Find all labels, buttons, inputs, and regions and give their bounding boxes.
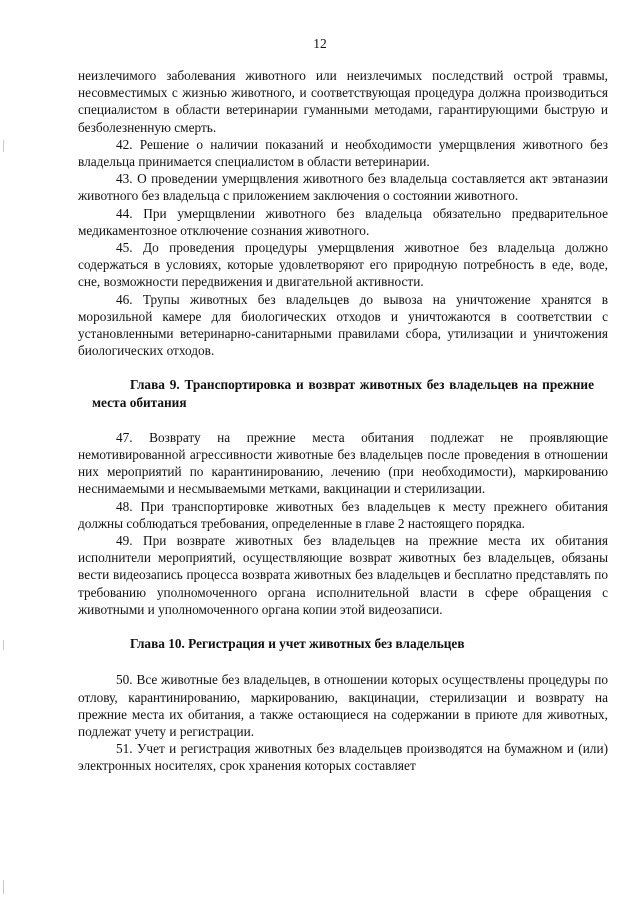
- paragraph-46: 46. Трупы животных без владельцев до вывоза на уничтожение хранятся в морозильной камере для биологических отходов и уничтожаются в соответствии с установленными ветеринарно-санитарными правилами сбора, утилизации и уничтожения биологических отходов.: [78, 291, 608, 359]
- paragraph-continuation: неизлечимого заболевания животного или неизлечимых последствий острой травмы, несовместимых с жизнью животного, и соответствующая процедура должна производиться специалистом в области ветеринарии гуманными методами, гарантирующими быструю и безболезненную смерть.: [78, 68, 608, 135]
- spacer: [78, 359, 608, 376]
- paragraph-49: 49. При возврате животных без владельцев на прежние места их обитания исполнители мероприятий, осуществляющие возврат животных без владельцев, обязаны вести видеозапись процесса возврата животных без владельцев и бесплатно представлять по требованию уполномоченного органа исполнительной власти в сфере обращения с животными и уполномоченного органа копии этой видеозаписи.: [78, 533, 608, 617]
- chapter-9-heading: Глава 9. Транспортировка и возврат животных без владельцев на прежние места обитания: [92, 377, 594, 410]
- spacer: [78, 411, 608, 429]
- paragraph-50: 50. Все животные без владельцев, в отношении которых осуществлены процедуры по отлову, карантинированию, маркированию, вакцинации, стерилизации и возврату на прежние места их обитания, а также остающиеся на содержании в приюте для животных, подлежат учету и регистрации.: [78, 672, 608, 739]
- paragraph-51: 51. Учет и регистрация животных без владельцев производятся на бумажном и (или) электронных носителях, срок хранения которых составляет: [78, 741, 608, 774]
- paragraph-44: 44. При умерщвлении животного без владельца обязательно предварительное медикаментозное отключение сознания животного.: [78, 205, 608, 238]
- spacer: [78, 618, 608, 635]
- scan-edge-mark: [3, 640, 4, 650]
- paragraph-45: 45. До проведения процедуры умерщвления животное без владельца должно содержаться в условиях, которые удовлетворяют его природную потребность в еде, воде, сне, возможности передвижения и двигательной активности.: [78, 240, 608, 290]
- chapter-10-heading: Глава 10. Регистрация и учет животных без владельцев: [130, 636, 465, 652]
- paragraph-48: 48. При транспортировке животных без владельцев к месту прежнего обитания должны соблюдаться требования, определенные в главе 2 настоящего порядка.: [78, 498, 608, 531]
- scan-edge-mark: [3, 140, 4, 152]
- paragraph-42: 42. Решение о наличии показаний и необходимости умерщвления животного без владельца принимается специалистом в области ветеринарии.: [78, 136, 608, 170]
- scan-edge-mark: [3, 880, 4, 894]
- paragraph-43: 43. О проведении умерщвления животного без владельца составляется акт эвтаназии животного без владельца с приложением заключения о состоянии животного.: [78, 171, 608, 204]
- paragraph-47: 47. Возврату на прежние места обитания подлежат не проявляющие немотивированной агрессивности животные без владельцев после проведения в отношении них мероприятий по карантинированию, лечению (при необходимости), маркированию неснимаемыми и несмываемыми метками, вакцинации и стерилизации.: [78, 429, 608, 497]
- document-body: [78, 67, 608, 775]
- page-number: 12: [313, 36, 327, 51]
- spacer: [78, 652, 608, 671]
